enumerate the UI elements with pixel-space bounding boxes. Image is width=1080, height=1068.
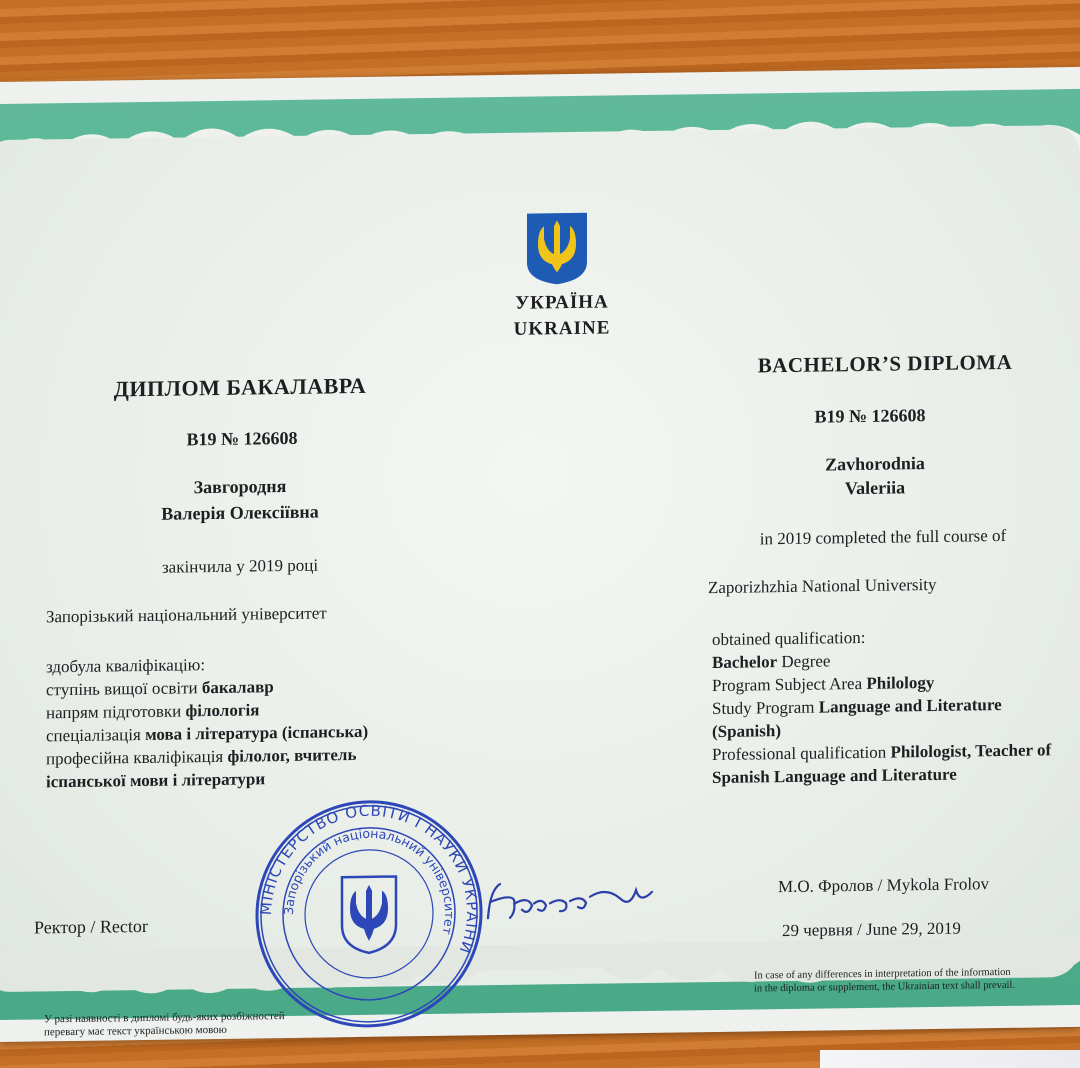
completion-year-ua: закінчила у 2019 році <box>161 555 319 577</box>
paper-edge <box>820 1050 1080 1068</box>
qual-line5-value-en: Philologist, Teacher of <box>890 740 1052 762</box>
qual-line3-value-ua: мова і література (іспанська) <box>145 721 369 744</box>
qual-line4-value-en: (Spanish) <box>712 721 781 742</box>
rector-label: Ректор / Rector <box>34 915 148 938</box>
graduate-surname-ua: Завгородня <box>193 476 287 498</box>
qual-line2-label-en: Program Subject Area <box>712 673 867 696</box>
qual-line2-value-ua: філологія <box>185 700 260 721</box>
qual-line6-value-en: Spanish Language and Literature <box>712 764 957 788</box>
university-name-ua: Запорізький національний університет <box>46 603 327 627</box>
graduate-name-en: Valeriia <box>844 477 906 499</box>
country-name-en: UKRAINE <box>513 317 611 340</box>
stamp-outer-text: МІНІСТЕРСТВО ОСВІТИ І НАУКИ УКРАЇНИ <box>256 801 482 957</box>
qual-line1-label-ua: ступінь вищої освіти <box>46 678 202 700</box>
qualification-block-en <box>712 623 1051 789</box>
diploma-number-ua: B19 № 126608 <box>186 427 298 450</box>
stamp-inner-text: Запорізький національний університет <box>280 825 458 937</box>
signer-name: М.О. Фролов / Mykola Frolov <box>778 874 990 897</box>
qualification-intro-ua: здобула кваліфікацію: <box>46 655 206 677</box>
qualification-block-ua <box>46 651 368 793</box>
signing-date: 29 червня / June 29, 2019 <box>782 918 961 941</box>
qual-line1-value-en: Bachelor <box>712 652 778 673</box>
qual-line1-value-ua: бакалавр <box>201 677 274 698</box>
language-note-line2-en: in the diploma or supplement, the Ukrainian text shall prevail. <box>754 979 1015 995</box>
qual-line3-label-en: Study Program <box>712 697 819 719</box>
university-name-en: Zaporizhzhia National University <box>708 574 937 598</box>
completion-year-en: in 2019 completed the full course of <box>759 525 1007 549</box>
qual-line2-label-ua: напрям підготовки <box>46 701 186 723</box>
language-note-line2-ua: перевагу має текст українською мовою <box>44 1023 227 1039</box>
diploma-sheet <box>0 67 1080 1042</box>
country-name-ua: УКРАЇНА <box>515 291 609 314</box>
qual-line2-value-en: Philology <box>866 672 935 693</box>
qual-line3-label-ua: спеціалізація <box>46 724 146 746</box>
language-note-line1-en: In case of any differences in interpretation of the information <box>754 966 1011 982</box>
qual-line4-value-ua: філолог, вчитель <box>227 745 357 766</box>
diploma-title-ua: ДИПЛОМ БАКАЛАВРА <box>113 372 367 402</box>
graduate-surname-en: Zavhorodnia <box>825 453 925 475</box>
graduate-names-ua: Валерія Олексіївна <box>161 501 319 524</box>
qual-line5-label-en: Professional qualification <box>712 742 891 765</box>
ukraine-coat-of-arms-icon <box>524 210 590 287</box>
rector-signature <box>470 868 670 941</box>
qual-line4-label-ua: професійна кваліфікація <box>46 746 228 769</box>
diploma-title-en: BACHELOR’S DIPLOMA <box>757 349 1013 378</box>
diploma-number-en: B19 № 126608 <box>814 405 926 427</box>
university-official-stamp <box>252 795 486 1032</box>
language-note-line1-ua: У разі наявності в дипломі будь-яких розбіжностей <box>44 1010 285 1026</box>
qual-line5-value-ua: іспанської мови і літератури <box>46 769 266 792</box>
qual-line1-label-en: Degree <box>777 651 831 672</box>
qualification-intro-en: obtained qualification: <box>712 627 866 650</box>
qual-line3-value-en: Language and Literature <box>818 695 1002 717</box>
